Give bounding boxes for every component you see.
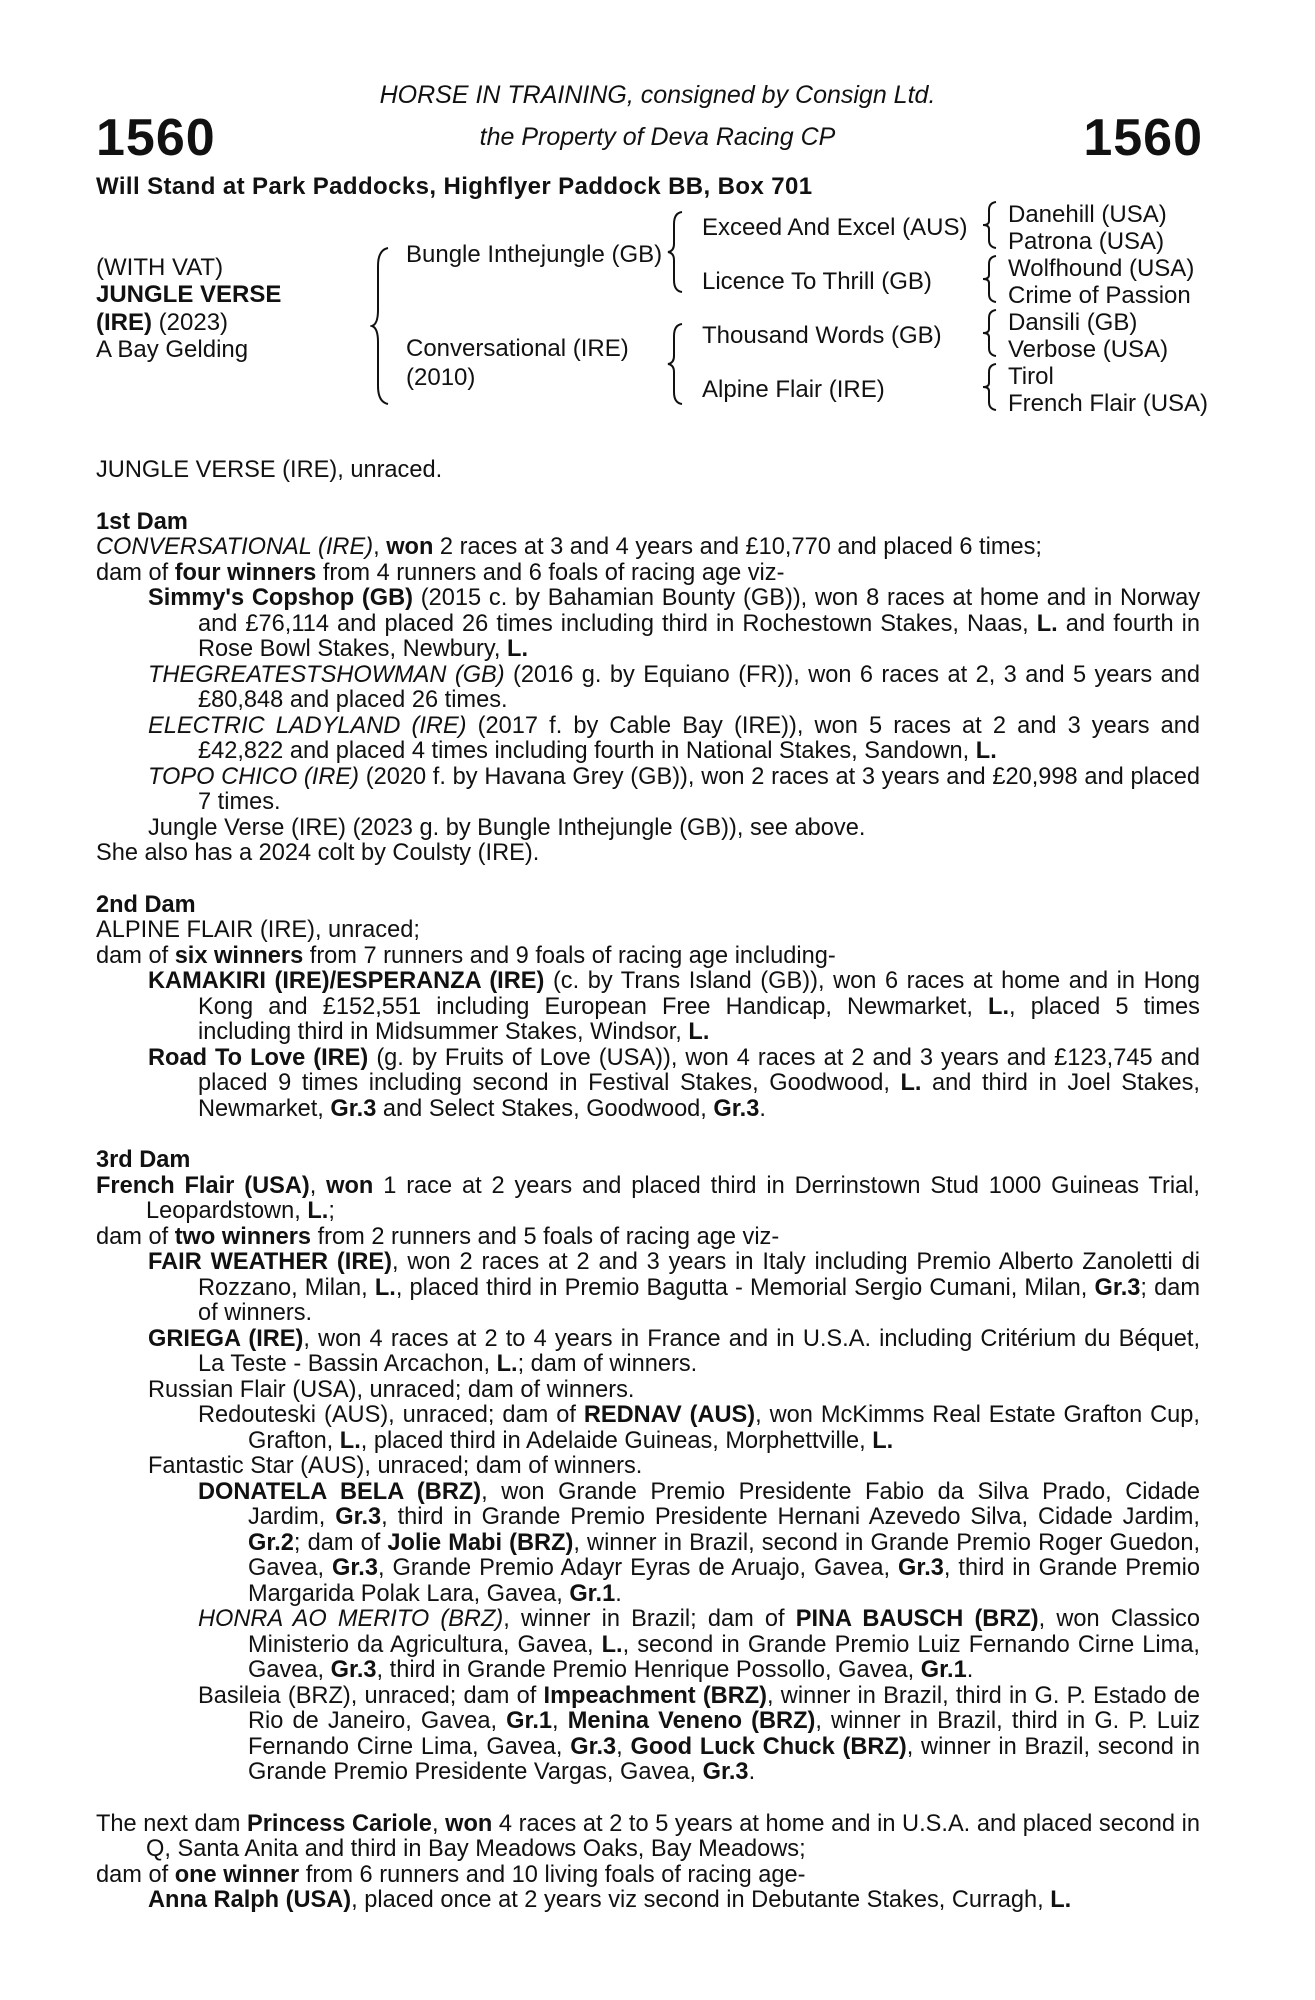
stand-location: Will Stand at Park Paddocks, Highflyer Paddock BB, Box 701 (96, 173, 813, 200)
horse-description: A Bay Gelding (96, 336, 249, 363)
sire-dam: Licence To Thrill (GB) (702, 268, 932, 295)
lot-number-right: 1560 (1083, 109, 1203, 167)
horse-suffix: (IRE) (96, 309, 152, 336)
dam-year: (2010) (406, 364, 476, 391)
third-dam-record: French Flair (USA), won 1 race at 2 years and placed third in Derrinstown Stud 1000 Guineas Trial, Leopardstown, L.; (96, 1172, 1200, 1224)
sire-sire-sire: Danehill (USA) (1008, 201, 1167, 228)
grand-offspring-entry: Redouteski (AUS), unraced; dam of REDNAV (AUS), won McKimms Real Estate Grafton Cup, Grafton, L., placed third in Adelaide Guineas, Morphettville, L. (198, 1402, 1200, 1454)
offspring-entry: Anna Ralph (USA), placed once at 2 years viz second in Debutante Stakes, Curragh, L. (148, 1887, 1072, 1913)
horse-year: (2023) (158, 309, 229, 336)
also-note: She also has a 2024 colt by Coulsty (IRE). (96, 840, 540, 866)
second-dam-heading: 2nd Dam (96, 891, 196, 918)
first-dam-record: CONVERSATIONAL (IRE), won 2 races at 3 and 4 years and £10,770 and placed 6 times; (96, 534, 1042, 560)
sire-sire-dam: Patrona (USA) (1008, 228, 1165, 255)
third-dam-heading: 3rd Dam (96, 1147, 191, 1173)
dam-dam-dam: French Flair (USA) (1008, 390, 1209, 417)
offspring-entry: GRIEGA (IRE), won 4 races at 2 to 4 years in France and in U.S.A. including Critérium du Béquet, La Teste - Bassin Arcachon, L.; dam of winners. (148, 1325, 1200, 1377)
dam-sire-dam: Verbose (USA) (1008, 336, 1169, 363)
sire: Bungle Inthejungle (GB) (406, 241, 663, 268)
second-dam-produce: dam of six winners from 7 runners and 9 foals of racing age including- (96, 942, 836, 969)
ss-brace (980, 200, 1000, 250)
offspring-entry: TOPO CHICO (IRE) (2020 f. by Havana Grey (GB)), won 2 races at 3 years and £20,998 and placed 7 times. (148, 763, 1200, 815)
intro-line: JUNGLE VERSE (IRE), unraced. (96, 457, 443, 483)
offspring-entry: Jungle Verse (IRE) (2023 g. by Bungle Inthejungle (GB)), see above. (148, 814, 866, 841)
dam: Conversational (IRE) (406, 335, 629, 362)
offspring-entry: FAIR WEATHER (IRE), won 2 races at 2 and 3 years in Italy including Premio Alberto Zanoletti di Rozzano, Milan, L., placed third in Premio Bagutta - Memorial Sergio Cumani, Milan, Gr.3; dam of winners. (148, 1249, 1200, 1326)
sd-brace (980, 254, 1000, 304)
dam-dam-sire: Tirol (1008, 363, 1054, 390)
second-dam-record: ALPINE FLAIR (IRE), unraced; (96, 917, 420, 943)
sire-sire: Exceed And Excel (AUS) (702, 214, 968, 241)
vat-note: (WITH VAT) (96, 254, 224, 281)
offspring-entry: THEGREATESTSHOWMAN (GB) (2016 g. by Equiano (FR)), won 6 races at 2, 3 and 5 years and £80,848 and placed 26 times. (148, 661, 1200, 713)
offspring-entry: Simmy's Copshop (GB) (2015 c. by Bahamian Bounty (GB)), won 8 races at home and in Norway and £76,114 and placed 26 times including third in Rochestown Stakes, Naas, L. and fourth in Rose Bowl Stakes, Newbury, L. (148, 585, 1200, 662)
catalogue-body (96, 458, 1200, 1914)
lot-number-left: 1560 (96, 109, 216, 167)
sire-dam-sire: Wolfhound (USA) (1008, 255, 1195, 282)
offspring-entry: Russian Flair (USA), unraced; dam of winners. (148, 1376, 635, 1403)
third-dam-produce: dam of two winners from 2 runners and 5 foals of racing age viz- (96, 1223, 780, 1250)
first-dam-heading: 1st Dam (96, 508, 188, 535)
grand-offspring-entry: DONATELA BELA (BRZ), won Grande Premio Presidente Fabio da Silva Prado, Cidade Jardim, Gr.3, third in Grande Premio Presidente Hernani Azevedo Silva, Cidade Jardim, Gr.2; dam of Jolie Mabi (BRZ), winner in Brazil, second in Grande Premio Roger Guedon, Gavea, Gr.3, Grande Premio Adayr Eyras de Aruajo, Gavea, Gr.3, third in Grande Premio Margarida Polak Lara, Gavea, Gr.1. (198, 1478, 1201, 1607)
dam-brace (666, 322, 688, 406)
next-dam-produce: dam of one winner from 6 runners and 10 living foals of racing age- (96, 1861, 806, 1888)
main-brace (370, 246, 394, 406)
dam-sire-sire: Dansili (GB) (1008, 309, 1138, 336)
dd-brace (980, 362, 1000, 412)
offspring-entry: Fantastic Star (AUS), unraced; dam of winners. (148, 1453, 643, 1479)
offspring-entry: ELECTRIC LADYLAND (IRE) (2017 f. by Cable Bay (IRE)), won 5 races at 2 and 3 years and £42,822 and placed 4 times including fourth in National Stakes, Sandown, L. (148, 712, 1200, 764)
sire-brace (666, 210, 688, 294)
offspring-entry: KAMAKIRI (IRE)/ESPERANZA (IRE) (c. by Trans Island (GB)), won 6 races at home and in Hong Kong and £152,551 including European Free Handicap, Newmarket, L., placed 5 times including third in Midsummer Stakes, Windsor, L. (148, 968, 1200, 1045)
first-dam-produce: dam of four winners from 4 runners and 6 foals of racing age viz- (96, 559, 785, 586)
ds-brace (980, 308, 1000, 358)
horse-name: JUNGLE VERSE (96, 281, 282, 308)
sire-dam-dam: Crime of Passion (1008, 282, 1191, 309)
grand-offspring-entry: HONRA AO MERITO (BRZ), winner in Brazil; dam of PINA BAUSCH (BRZ), won Classico Ministerio da Agricultura, Gavea, L., second in Grande Premio Luiz Fernando Cirne Lima, Gavea, Gr.3, third in Grande Premio Henrique Possollo, Gavea, Gr.1. (198, 1606, 1200, 1683)
dam-sire: Thousand Words (GB) (702, 322, 942, 349)
offspring-entry: Road To Love (IRE) (g. by Fruits of Love (USA)), won 4 races at 2 and 3 years and £123,745 and placed 9 times including second in Festival Stakes, Goodwood, L. and third in Joel Stakes, Newmarket, Gr.3 and Select Stakes, Goodwood, Gr.3. (148, 1044, 1200, 1122)
next-dam-record: The next dam Princess Cariole, won 4 races at 2 to 5 years at home and in U.S.A. and placed second in Q, Santa Anita and third in Bay Meadows Oaks, Bay Meadows; (96, 1810, 1200, 1862)
grand-offspring-entry: Basileia (BRZ), unraced; dam of Impeachment (BRZ), winner in Brazil, third in G. P. Estado de Rio de Janeiro, Gavea, Gr.1, Menina Veneno (BRZ), winner in Brazil, third in G. P. Luiz Fernando Cirne Lima, Gavea, Gr.3, Good Luck Chuck (BRZ), winner in Brazil, second in Grande Premio Presidente Vargas, Gavea, Gr.3. (198, 1682, 1200, 1785)
property-line: the Property of Deva Racing CP (479, 123, 836, 151)
consignment-line: HORSE IN TRAINING, consigned by Consign Ltd. (379, 81, 936, 109)
dam-dam: Alpine Flair (IRE) (702, 376, 885, 403)
